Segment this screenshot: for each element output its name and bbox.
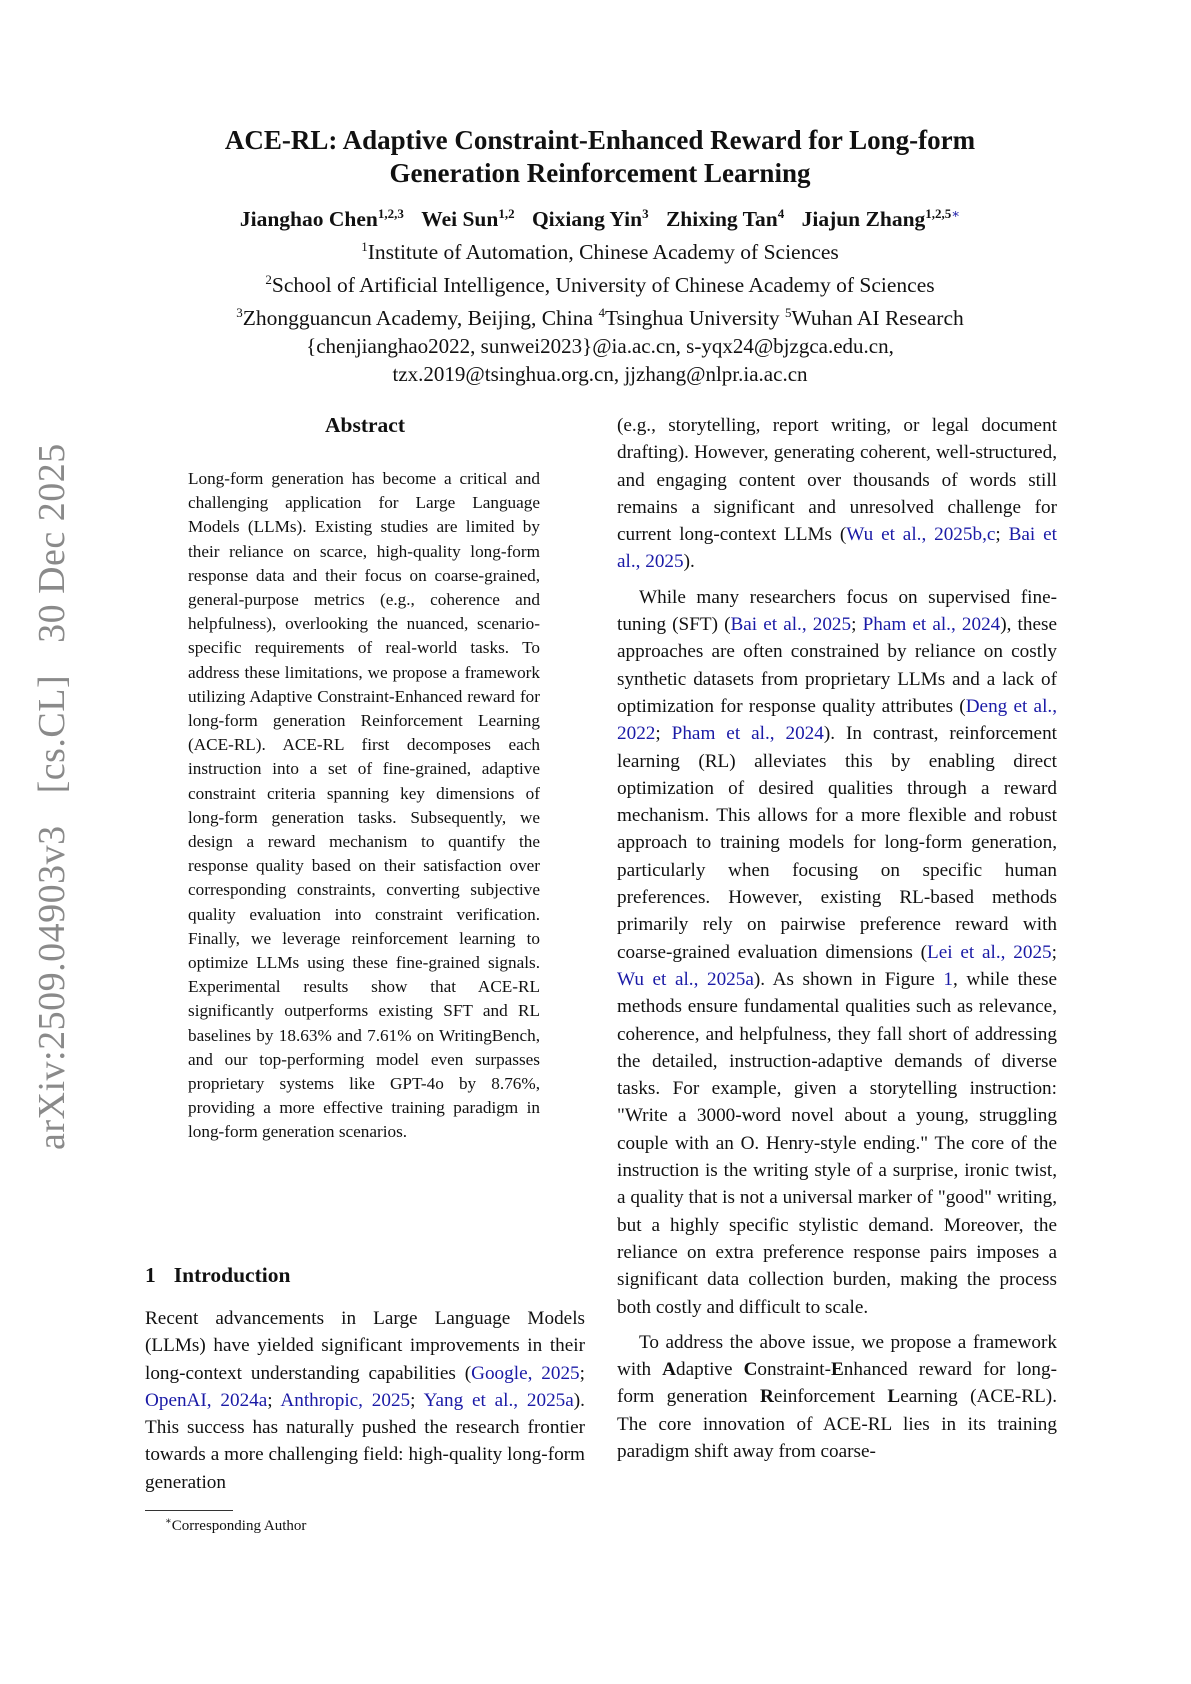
citation-link[interactable]: Anthropic, 2025 [280,1389,411,1411]
section-number: 1 [145,1263,156,1287]
footnote-rule [145,1510,233,1511]
intro-heading [145,1263,290,1288]
author-list [150,200,1050,233]
citation-link[interactable]: Deng et al., 2022 [617,695,1057,745]
intro-left-column [145,1305,585,1504]
citation-link[interactable]: Wu et al., 2025b,c [846,524,996,546]
intro-paragraph-1: Recent advancements in Large Language Models (LLMs) have yielded significant improvements in their long-context understanding capabilities (Google, 2025; OpenAI, 2024a; Anthropic, 2025; Yang et al., 2025a). This success has naturally pushed the research frontier towards a more challenging field: high-quality long-form generation [145,1308,585,1493]
author-4: Zhixing Tan$^4$ [665,206,785,231]
affiliation-2: $^2$School of Artificial Intelligence, University of Chinese Academy of Sciences [265,272,935,297]
affiliation-3: $^3$Zhongguancun Academy, Beijing, China $^4$Tsinghua University $^5$Wuhan AI Research [236,305,964,330]
title-line-1: ACE-RL: Adaptive Constraint-Enhanced Reward for Long-form [224,125,976,155]
author-3: Qixiang Yin$^3$ [531,206,649,231]
corresponding-mark[interactable]: ∗ [951,206,961,221]
right-column [617,412,1057,1473]
citation-link[interactable]: Pham et al., 2024 [671,723,824,745]
citation-link[interactable]: OpenAI, 2024a [145,1389,268,1411]
citation-link[interactable]: Pham et al., 2024 [862,614,1001,636]
arxiv-category: [cs.CL] [31,674,73,794]
section-title: Introduction [173,1263,291,1287]
intro-paragraph-1-cont: (e.g., storytelling, report writing, or legal document drafting). However, generating coherent, well-structured, and engaging content over thousands of words still remains a significant and unresolved challenge for current long-context LLMs (Wu et al., 2025b,c; Bai et al., 2025). [617,415,1057,573]
email-line-2: tzx.2019@tsinghua.org.cn, jjzhang@nlpr.ia.ac.cn [392,362,808,386]
figure-link[interactable]: 1 [943,968,953,990]
citation-link[interactable]: Bai et al., 2025 [617,524,1057,573]
arxiv-id: arXiv:2509.04903v3 [31,825,73,1150]
title-line-2: Generation Reinforcement Learning [389,158,811,188]
paper-title [150,124,1050,190]
author-2: Wei Sun$^{1,2}$ [421,206,515,231]
email-line-1: {chenjianghao2022, sunwei2023}@ia.ac.cn, s-yqx24@bjzgca.edu.cn, [306,334,894,358]
arxiv-date: 30 Dec 2025 [31,443,73,643]
citation-link[interactable]: Lei et al., 2025 [927,941,1052,963]
intro-paragraph-3: To address the above issue, we propose a framework with Adaptive Constraint-Enhanced reward for long-form generation Reinforcement Learning (ACE-RL). The core innovation of ACE-RL lies in its training paradigm shift away from coarse- [617,1331,1057,1462]
affiliation-1: $^1$Institute of Automation, Chinese Academy of Sciences [361,239,839,264]
intro-paragraph-2: While many researchers focus on supervised fine-tuning (SFT) (Bai et al., 2025; Pham et al., 2024), these approaches are often constrained by reliance on costly synthetic datasets from proprietary LLMs and a lack of optimization for response quality attributes (Deng et al., 2022; Pham et al., 2024). In contrast, reinforcement learning (RL) alleviates this by enabling direct optimization of desired qualities through a reward mechanism. This allows for a more flexible and robust approach to training models for long-form generation, particularly when focusing on specific human preferences. However, existing RL-based methods primarily rely on pairwise preference reward with coarse-grained evaluation dimensions (Lei et al., 2025; Wu et al., 2025a). As shown in Figure 1, while these methods ensure fundamental qualities such as relevance, coherence, and helpfulness, they fall short of addressing the detailed, instruction-adaptive demands of diverse tasks. For example, given a storytelling instruction: "Write a 3000-word novel about a young, struggling couple with an O. Henry-style ending." The core of the instruction is the writing style of a surprise, ironic twist, a quality that is not a universal marker of "good" writing, but a highly specific stylistic demand. Moreover, the reliance on extra preference response pairs imposes a significant data collection burden, making the process both costly and difficult to scale. [617,586,1057,1318]
citation-link[interactable]: Wu et al., 2025a [617,968,754,990]
citation-link[interactable]: Google, 2025 [471,1362,580,1384]
abstract-heading: Abstract [324,413,405,437]
citation-link[interactable]: Yang et al., 2025a [423,1389,574,1411]
citation-link[interactable]: Bai et al., 2025 [730,614,852,636]
author-1: Jianghao Chen$^{1,2,3}$ [239,206,404,231]
arxiv-stamp [30,443,86,1150]
footnote: ∗Corresponding Author [165,1516,307,1534]
author-5: Jiajun Zhang$^{1,2,5∗}$ [801,206,961,231]
abstract-text: Long-form generation has become a critical and challenging application for Large Language Models (LLMs). Existing studies are limited by their reliance on scarce, high-quality long-form response data and their focus on coarse-grained, general-purpose metrics (e.g., coherence and helpfulness), overlooking the nuanced, scenario-specific requirements of real-world tasks. To address these limitations, we propose a framework utilizing Adaptive Constraint-Enhanced reward for long-form generation Reinforcement Learning (ACE-RL). ACE-RL first decomposes each instruction into a set of fine-grained, adaptive constraint criteria spanning key dimensions of long-form generation tasks. Subsequently, we design a reward mechanism to quantify the response quality based on their satisfaction over corresponding constraints, converting subjective quality evaluation into constraint verification. Finally, we leverage reinforcement learning to optimize LLMs using these fine-grained signals. Experimental results show that ACE-RL significantly outperforms existing SFT and RL baselines by 18.63% and 7.61% on WritingBench, and our top-performing model even surpasses proprietary systems like GPT-4o by 8.76%, providing a more effective training paradigm in long-form generation scenarios. [188,469,540,1142]
paper-header [150,124,1050,388]
